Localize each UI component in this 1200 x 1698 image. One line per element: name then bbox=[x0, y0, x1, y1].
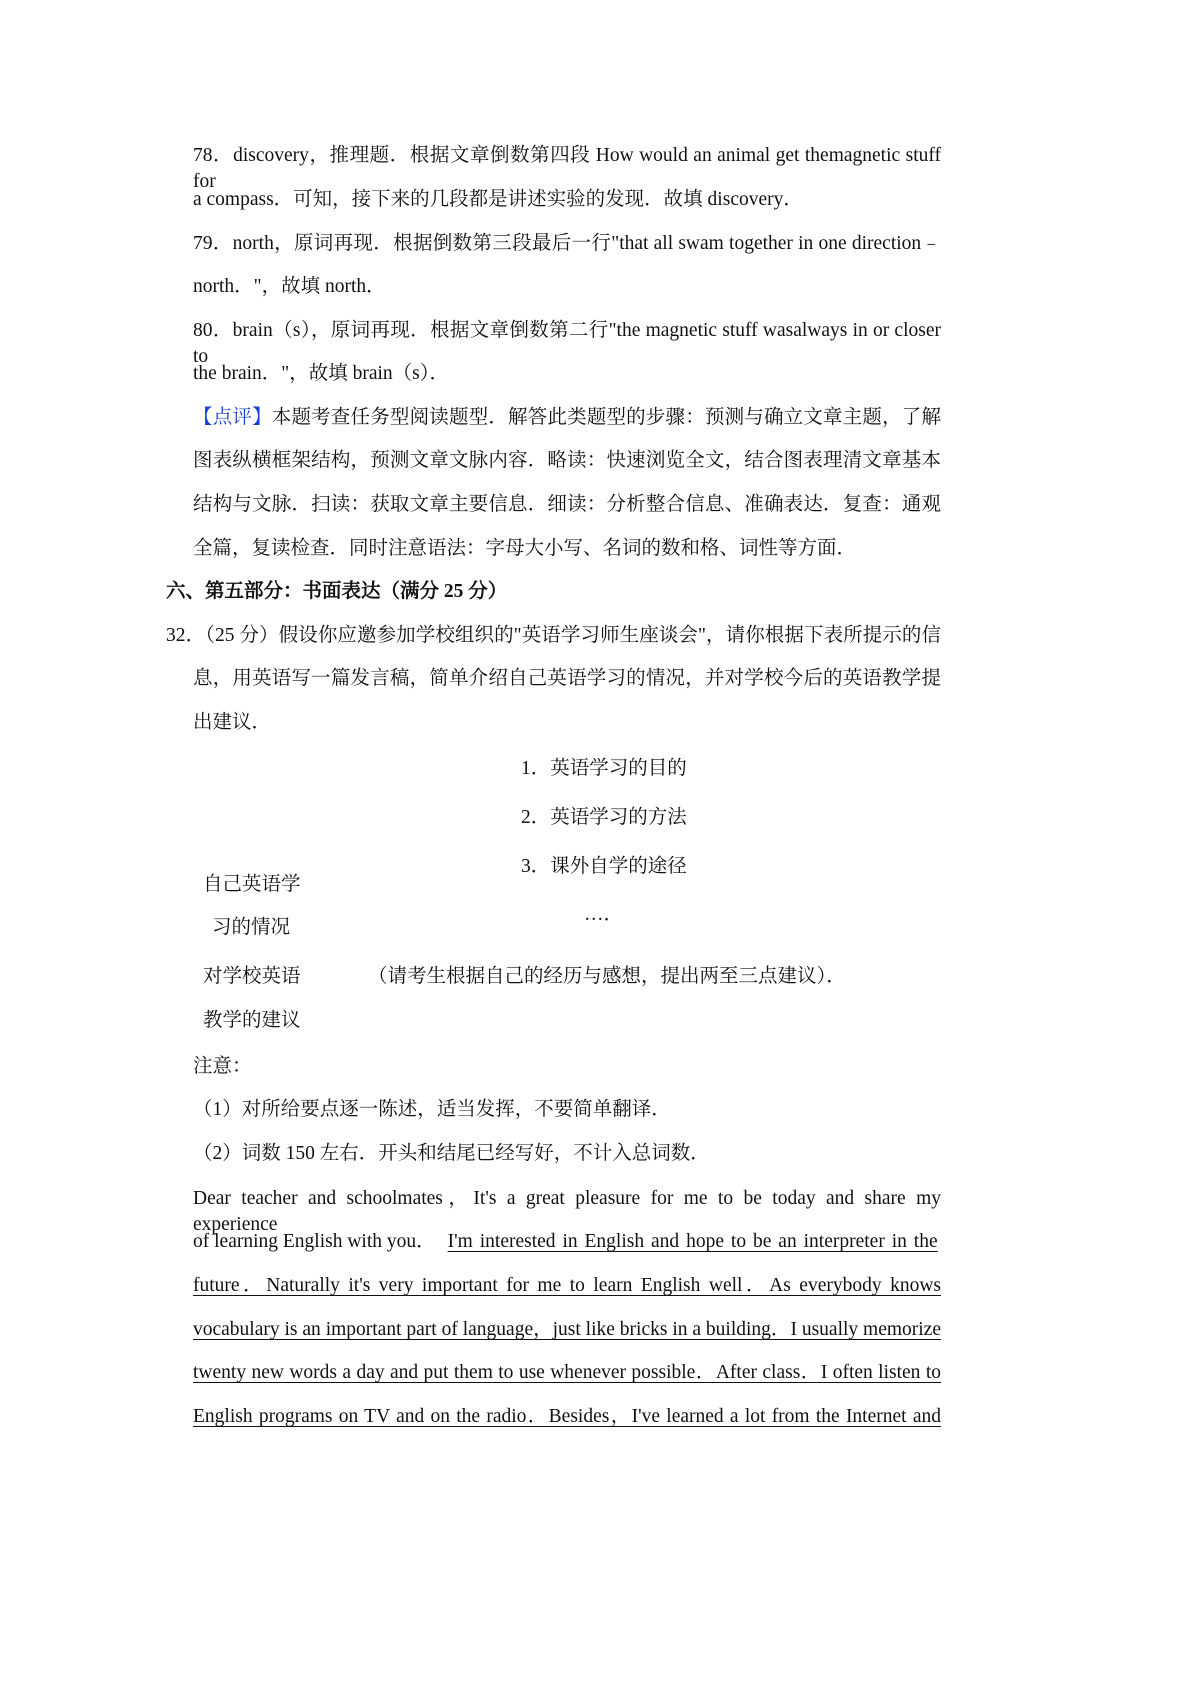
comment-line-1 bbox=[193, 405, 941, 431]
comment-line-2: 图表纵横框架结构，预测文章文脉内容．略读：快速浏览全文，结合图表理清文章基本 bbox=[193, 450, 941, 471]
comment-text-1: 本题考查任务型阅读题型．解答此类题型的步骤：预测与确立文章主题，了解 bbox=[271, 407, 941, 428]
question-32-line-3: 出建议． bbox=[193, 712, 272, 733]
table-row2-label-line-1: 对学校英语 bbox=[203, 966, 301, 987]
question-32-line-2: 息，用英语写一篇发言稿，简单介绍自己英语学习的情况，并对学校今后的英语教学提 bbox=[193, 668, 941, 689]
table-ellipsis: …． bbox=[584, 904, 624, 925]
essay-line-2-underlined: I'm interested in English and hope to be an interpreter in the bbox=[447, 1231, 938, 1252]
question-32-line-1: 32．（25 分）假设你应邀参加学校组织的"英语学习师生座谈会"，请你根据下表所提示的信 bbox=[166, 625, 941, 646]
table-item-2: 2．英语学习的方法 bbox=[521, 807, 687, 828]
answer-78-line-1: 78．discovery，推理题．根据文章倒数第四段 How would an animal get themagnetic stuff for bbox=[193, 145, 941, 192]
notes-title: 注意： bbox=[193, 1056, 252, 1077]
table-item-3: 3．课外自学的途径 bbox=[521, 856, 687, 877]
essay-line-6: English programs on TV and on the radio．Besides，I've learned a lot from the Internet and bbox=[193, 1406, 941, 1427]
notes-item-2: （2）词数 150 左右．开头和结尾已经写好，不计入总词数． bbox=[193, 1143, 710, 1164]
table-row2-content: （请考生根据自己的经历与感想，提出两至三点建议）． bbox=[368, 966, 846, 987]
essay-line-2 bbox=[193, 1229, 941, 1255]
comment-line-3: 结构与文脉．扫读：获取文章主要信息．细读：分析整合信息、准确表达．复查：通观 bbox=[193, 494, 941, 515]
essay-line-3: future．Naturally it's very important for me to learn English well．As everybody knows bbox=[193, 1275, 941, 1296]
table-row1-label-line-1: 自己英语学 bbox=[203, 874, 301, 895]
essay-line-1: Dear teacher and schoolmates，It's a great pleasure for me to be today and share my experience bbox=[193, 1188, 941, 1235]
table-row1-label-line-2: 习的情况 bbox=[212, 917, 291, 938]
comment-line-4: 全篇，复读检查．同时注意语法：字母大小写、名词的数和格、词性等方面． bbox=[193, 538, 857, 559]
essay-line-2-plain: of learning English with you． bbox=[193, 1231, 436, 1252]
answer-78-line-2: a compass．可知，接下来的几段都是讲述实验的发现．故填 discovery． bbox=[193, 189, 803, 210]
comment-tag: 【点评】 bbox=[193, 407, 272, 428]
table-item-1: 1．英语学习的目的 bbox=[521, 758, 687, 779]
answer-79-line-2: north．"，故填 north． bbox=[193, 276, 386, 297]
answer-80-line-1: 80．brain（s），原词再现．根据文章倒数第二行"the magnetic stuff wasalways in or closer to bbox=[193, 320, 941, 367]
essay-line-5: twenty new words a day and put them to use whenever possible．After class．I often listen to bbox=[193, 1362, 941, 1383]
section-heading: 六、第五部分：书面表达（满分 25 分） bbox=[166, 581, 508, 602]
table-row2-label-line-2: 教学的建议 bbox=[203, 1010, 301, 1031]
essay-line-4: vocabulary is an important part of language，just like bricks in a building．I usually memorize bbox=[193, 1319, 941, 1340]
answer-80-line-2: the brain．"，故填 brain（s）． bbox=[193, 363, 450, 384]
notes-item-1: （1）对所给要点逐一陈述，适当发挥，不要简单翻译． bbox=[193, 1099, 671, 1120]
answer-79-line-1: 79．north，原词再现．根据倒数第三段最后一行"that all swam together in one direction﹣ bbox=[193, 233, 941, 254]
